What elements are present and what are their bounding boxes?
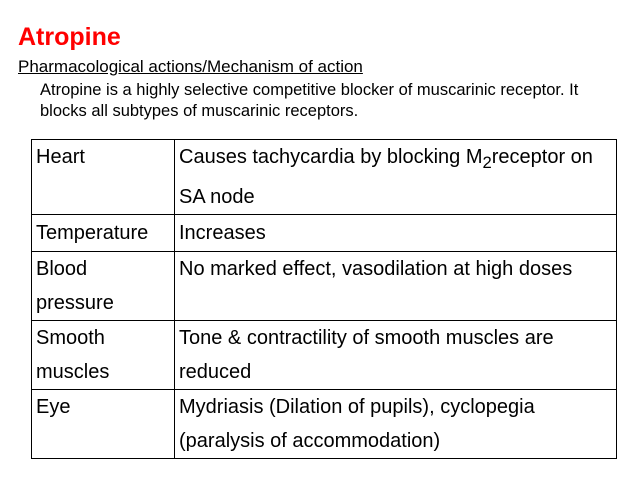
table-row — [32, 390, 617, 459]
effect-text: Causes tachycardia by blocking M — [179, 146, 483, 168]
effects-table — [31, 139, 617, 459]
intro-paragraph: Atropine is a highly selective competitive blocker of muscarinic receptor. It blocks all subtypes of muscarinic receptors. — [40, 81, 579, 120]
effect-cell: Increases — [175, 215, 617, 252]
effect-cell — [175, 140, 617, 215]
effect-cell: Mydriasis (Dilation of pupils), cyclopegia (paralysis of accommodation) — [175, 390, 617, 459]
effect-subscript: 2 — [482, 153, 492, 172]
organ-cell: Eye — [32, 390, 175, 459]
organ-cell: Temperature — [32, 215, 175, 252]
organ-cell: Smooth muscles — [32, 321, 175, 390]
table-row — [32, 215, 617, 252]
table-row — [32, 321, 617, 390]
table-row — [32, 252, 617, 321]
organ-cell: Blood pressure — [32, 252, 175, 321]
table-row — [32, 140, 617, 215]
effect-cell: Tone & contractility of smooth muscles are reduced — [175, 321, 617, 390]
effect-text: receptor on SA node — [179, 146, 593, 208]
section-subtitle: Pharmacological actions/Mechanism of action — [18, 57, 363, 76]
page-title: Atropine — [18, 23, 121, 51]
effect-cell: No marked effect, vasodilation at high doses — [175, 252, 617, 321]
organ-cell: Heart — [32, 140, 175, 215]
